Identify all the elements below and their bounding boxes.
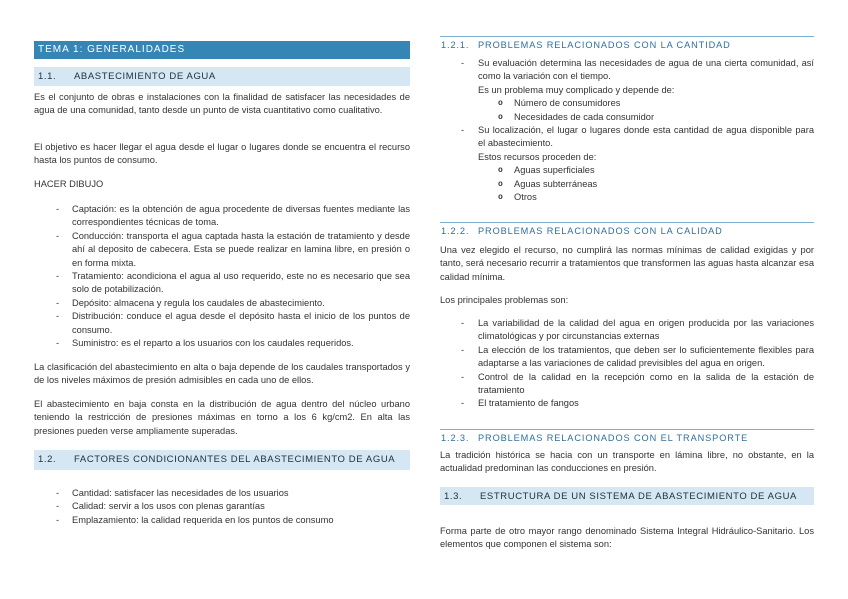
list-item — [34, 230, 410, 270]
sub-list-item — [478, 111, 814, 124]
paragraph-definition: Es el conjunto de obras e instalaciones con la finalidad de satisfacer las necesidades de agua de una comunidad, tanto desde un punto de vista cuantitativo como cualitativo. — [34, 92, 410, 116]
list-bullet: - — [461, 344, 465, 355]
sub-list-bullet: o — [498, 179, 503, 189]
paragraph-drawing-note: HACER DIBUJO — [34, 179, 104, 189]
list-bullet: - — [56, 271, 60, 282]
list-item-text: Tratamiento: acondiciona el agua al uso requerido, este no es necesario que sea solo de potabilización. — [72, 271, 410, 295]
sub-list-item — [478, 164, 814, 177]
paragraph-objective: El objetivo es hacer llegar el agua desde el lugar o lugares donde se encuentra el recurso hasta los puntos de consumo. — [34, 142, 410, 166]
section-heading-1-1 — [34, 67, 410, 86]
subsection-number: 1.2.1. — [441, 40, 470, 50]
list-item — [34, 514, 410, 527]
list-bullet: - — [56, 297, 60, 308]
list-bullet: - — [461, 58, 465, 68]
sub-list-item-text: Aguas superficiales — [514, 165, 595, 176]
list-bullet: - — [56, 338, 60, 349]
section-title: FACTORES CONDICIONANTES DEL ABASTECIMIENTO DE AGUA — [74, 454, 396, 465]
list-item — [440, 317, 814, 344]
list-bullet: - — [461, 318, 465, 328]
sub-list-item-text: Otros — [514, 192, 537, 203]
sub-list-item-text: Aguas subterráneas — [514, 178, 598, 189]
list-item — [34, 270, 410, 297]
list-bullet: - — [461, 371, 465, 382]
list-item-text: El tratamiento de fangos — [478, 398, 579, 409]
list-bullet: - — [56, 230, 60, 241]
subsection-title: PROBLEMAS RELACIONADOS CON EL TRANSPORTE — [478, 433, 749, 443]
list-item — [440, 371, 814, 398]
list-item — [34, 297, 410, 310]
paragraph-low-supply: El abastecimiento en baja consta en la distribución de agua dentro del núcleo urbano teniendo la restricción de presiones máximas en torno a los 6 kg/cm2. En alta las presiones pueden verse ampliamente superadas. — [34, 399, 410, 436]
list-item-text: Depósito: almacena y regula los caudales de abastecimiento. — [72, 297, 325, 308]
sub-list — [478, 97, 814, 124]
list-item — [34, 487, 410, 500]
section-title: ABASTECIMIENTO DE AGUA — [74, 70, 216, 82]
list-item-text: Cantidad: satisfacer las necesidades de los usuarios — [72, 488, 289, 498]
subsection-title: PROBLEMAS RELACIONADOS CON LA CANTIDAD — [478, 40, 731, 50]
chapter-heading — [34, 41, 410, 59]
paragraph-quality-lead: Los principales problemas son: — [440, 295, 569, 305]
sub-list-item-text: Necesidades de cada consumidor — [514, 111, 655, 122]
paragraph-transport: La tradición histórica se hacia con un transporte en lámina libre, no obstante, en la actualidad predominan las conducciones en presión. — [440, 450, 814, 474]
subsection-number: 1.2.3. — [441, 433, 470, 443]
list-item-text: Captación: es la obtención de agua procedente de diversas fuentes mediante las correspondientes técnicas de toma. — [72, 204, 410, 228]
section-number: 1.3. — [444, 490, 463, 502]
list-item-text: Emplazamiento: la calidad requerida en los puntos de consumo — [72, 514, 334, 525]
subsection-title: PROBLEMAS RELACIONADOS CON LA CALIDAD — [478, 226, 723, 236]
list-item-note: Es un problema muy complicado y depende de: — [478, 84, 675, 95]
sub-list-item — [478, 191, 814, 204]
list-item-text: Calidad: servir a los usos con plenas garantías — [72, 501, 265, 512]
list-item-text: Distribución: conduce el agua desde el depósito hasta el inicio de los puntos de consumo. — [72, 311, 410, 335]
list-bullet: - — [56, 204, 60, 214]
quality-problems-list — [440, 317, 814, 411]
left-column — [34, 0, 410, 599]
list-item-text: Control de la calidad en la recepción como en la salida de la estación de tratamiento — [478, 371, 814, 396]
list-item — [440, 344, 814, 371]
list-bullet: - — [461, 398, 465, 409]
list-item — [440, 124, 814, 204]
list-item-note: Estos recursos proceden de: — [478, 151, 597, 162]
section-heading-1-3 — [440, 487, 814, 505]
sub-list-item-text: Número de consumidores — [514, 98, 621, 109]
subsection-heading-1-2-3 — [440, 429, 814, 445]
subsection-number: 1.2.2. — [441, 226, 470, 236]
list-item-text: Conducción: transporta el agua captada hasta la estación de tratamiento y desde ahí al deposito de cabecera. Esta se puede realizar en lamina libre, en presión o en forma mixta. — [72, 230, 410, 268]
list-item — [440, 397, 814, 410]
paragraph-quality-intro: Una vez elegido el recurso, no cumplirá las normas mínimas de calidad exigidas y por tanto, será necesario recurrir a tratamientos que transformen las aguas hasta alcanzar esa calidad mínima. — [440, 245, 814, 282]
sub-list-item — [478, 178, 814, 191]
sub-list — [478, 164, 814, 204]
list-item — [440, 57, 814, 124]
subsection-heading-1-2-1 — [440, 36, 814, 52]
list-item — [34, 500, 410, 513]
list-item-text: La elección de los tratamientos, que deben ser lo suficientemente flexibles para adaptarse a las variaciones de calidad previsibles del agua en origen. — [478, 344, 814, 369]
chapter-title: TEMA 1: GENERALIDADES — [38, 44, 186, 55]
paragraph-system-structure: Forma parte de otro mayor rango denominado Sistema Integral Hidráulico-Sanitario. Los elementos que componen el sistema son: — [440, 526, 814, 550]
list-bullet: - — [56, 311, 60, 322]
subsection-heading-1-2-2 — [440, 222, 814, 238]
list-item-text: Su localización, el lugar o lugares donde esta cantidad de agua disponible para el abastecimiento. — [478, 125, 814, 149]
list-item-text: Su evaluación determina las necesidades de agua de una cierta comunidad, así como la variación con el tiempo. — [478, 58, 814, 82]
section-heading-1-2 — [34, 450, 410, 470]
list-item-text: La variabilidad de la calidad del agua en origen producida por las variaciones climatológicas y por circunstancias externas — [478, 318, 814, 342]
paragraph-classification: La clasificación del abastecimiento en alta o baja depende de los caudales transportados y de los niveles máximos de presión admisibles en cada uno de ellos. — [34, 362, 410, 386]
section-number: 1.2. — [38, 454, 57, 465]
sub-list-item — [478, 97, 814, 110]
list-bullet: - — [56, 488, 60, 498]
list-bullet: - — [461, 125, 465, 136]
list-item — [34, 203, 410, 230]
list-item — [34, 337, 410, 350]
list-item-text: Suministro: es el reparto a los usuarios con los caudales requeridos. — [72, 338, 354, 349]
sub-list-bullet: o — [498, 166, 503, 176]
quantity-problems-list — [440, 57, 814, 204]
components-list — [34, 203, 410, 350]
section-number: 1.1. — [38, 70, 57, 82]
right-column — [440, 0, 814, 599]
list-bullet: - — [56, 501, 60, 512]
sub-list-bullet: o — [498, 99, 503, 109]
list-bullet: - — [56, 514, 60, 525]
factors-list — [34, 487, 410, 527]
list-item — [34, 310, 410, 337]
sub-list-bullet: o — [498, 193, 503, 203]
sub-list-bullet: o — [498, 112, 503, 122]
section-title: ESTRUCTURA DE UN SISTEMA DE ABASTECIMIENTO DE AGUA — [480, 490, 797, 502]
